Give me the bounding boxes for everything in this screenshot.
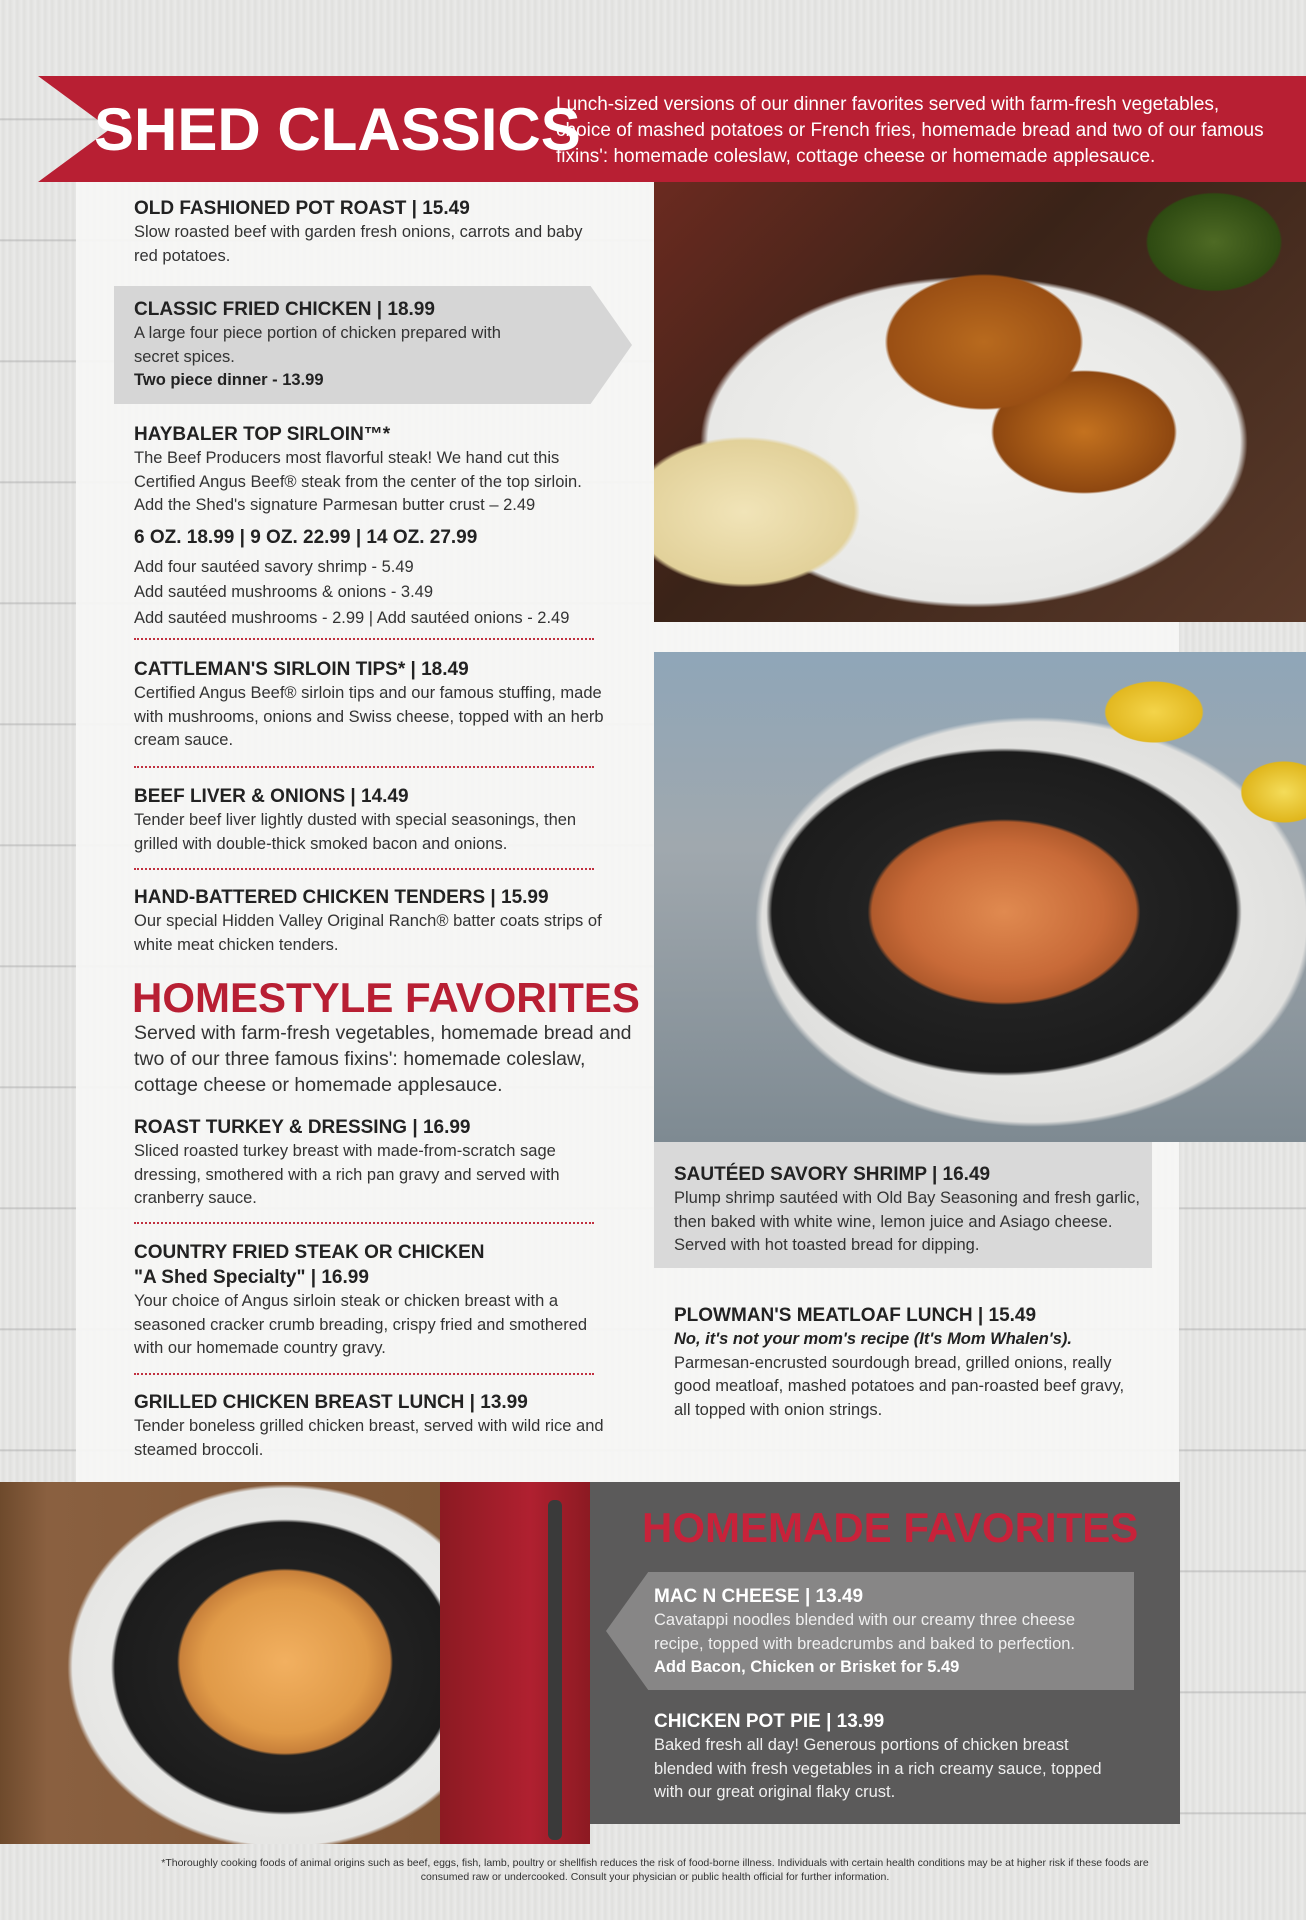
menu-item-beef-liver bbox=[134, 784, 614, 856]
menu-item-country-fried bbox=[134, 1240, 594, 1361]
menu-item-sirloin-tips bbox=[134, 657, 604, 753]
item-description: Tender boneless grilled chicken breast, served with wild rice and steamed broccoli. bbox=[134, 1417, 604, 1459]
item-title: CLASSIC FRIED CHICKEN | 18.99 bbox=[134, 299, 435, 320]
item-extra: Two piece dinner - 13.99 bbox=[134, 371, 324, 389]
page-title: SHED CLASSICS bbox=[94, 96, 581, 163]
item-title: GRILLED CHICKEN BREAST LUNCH | 13.99 bbox=[134, 1392, 528, 1413]
dotted-divider bbox=[134, 766, 594, 768]
section-title-homestyle: HOMESTYLE FAVORITES bbox=[132, 974, 640, 1021]
item-addon: Add four sautéed savory shrimp - 5.49 bbox=[134, 557, 414, 576]
item-description: Tender beef liver lightly dusted with special seasonings, then grilled with double-thick smoked bacon and onions. bbox=[134, 811, 577, 853]
item-description: Cavatappi noodles blended with our creamy three cheese recipe, topped with breadcrumbs and baked to perfection. bbox=[654, 1611, 1076, 1653]
item-description: Sliced roasted turkey breast with made-from-scratch sage dressing, smothered with a rich pan gravy and served with cranberry sauce. bbox=[134, 1142, 560, 1207]
item-title: CHICKEN POT PIE | 13.99 bbox=[654, 1711, 885, 1732]
item-title: COUNTRY FRIED STEAK OR CHICKEN bbox=[134, 1242, 485, 1263]
fork-icon bbox=[548, 1500, 562, 1840]
dotted-divider bbox=[134, 638, 594, 640]
menu-item-chicken-pot-pie bbox=[654, 1709, 1124, 1805]
item-description: The Beef Producers most flavorful steak! We hand cut this Certified Angus Beef® steak from the center of the top sirloin. Add the Shed's signature Parmesan butter crust – 2.49 bbox=[134, 449, 582, 514]
menu-item-roast-turkey bbox=[134, 1115, 594, 1211]
menu-item-sirloin bbox=[134, 422, 614, 630]
item-extra: Add Bacon, Chicken or Brisket for 5.49 bbox=[654, 1658, 960, 1676]
health-disclaimer: *Thoroughly cooking foods of animal origins such as beef, eggs, fish, lamb, poultry or shellfish reduces the risk of food-borne illness. Individuals with certain health conditions may be at higher risk if these foods are consumed raw or undercooked. Consult your physician or public health official for further information. bbox=[161, 1857, 1149, 1883]
item-description: Our special Hidden Valley Original Ranch® batter coats strips of white meat chicken tenders. bbox=[134, 912, 602, 954]
shrimp-skillet-photo bbox=[654, 652, 1306, 1142]
section-description-homestyle: Served with farm-fresh vegetables, homemade bread and two of our three famous fixins': homemade coleslaw, cottage cheese or homemade applesauce. bbox=[134, 1022, 632, 1096]
item-title: BEEF LIVER & ONIONS | 14.49 bbox=[134, 786, 409, 807]
dotted-divider bbox=[134, 868, 594, 870]
item-description: Plump shrimp sautéed with Old Bay Seasoning and fresh garlic, then baked with white wine, lemon juice and Asiago cheese. Served with hot toasted bread for dipping. bbox=[674, 1189, 1140, 1254]
dotted-divider bbox=[134, 1373, 594, 1375]
menu-item-meatloaf bbox=[674, 1303, 1134, 1422]
menu-item-fried-chicken bbox=[134, 297, 534, 393]
item-title: OLD FASHIONED POT ROAST | 15.49 bbox=[134, 198, 470, 219]
menu-item-mac-n-cheese bbox=[654, 1584, 1124, 1680]
item-title: MAC N CHEESE | 13.49 bbox=[654, 1586, 864, 1607]
item-title: HAYBALER TOP SIRLOIN™* bbox=[134, 424, 391, 445]
item-description: Parmesan-encrusted sourdough bread, grilled onions, really good meatloaf, mashed potatoes and pan-roasted beef gravy, all topped with onion strings. bbox=[674, 1353, 1125, 1419]
item-description: Slow roasted beef with garden fresh onions, carrots and baby red potatoes. bbox=[134, 223, 583, 265]
item-description: A large four piece portion of chicken prepared with secret spices. bbox=[134, 324, 501, 366]
item-description: Your choice of Angus sirloin steak or chicken breast with a seasoned cracker crumb breading, crispy fried and smothered with our homemade country gravy. bbox=[134, 1292, 588, 1357]
fried-chicken-photo bbox=[654, 182, 1306, 622]
item-addon: Add sautéed mushrooms - 2.99 | Add sautéed onions - 2.49 bbox=[134, 608, 570, 627]
item-description: Certified Angus Beef® sirloin tips and our famous stuffing, made with mushrooms, onions and Swiss cheese, topped with an herb cream sauce. bbox=[134, 684, 604, 749]
item-title: HAND-BATTERED CHICKEN TENDERS | 15.99 bbox=[134, 887, 549, 908]
item-title: SAUTÉED SAVORY SHRIMP | 16.49 bbox=[674, 1164, 991, 1185]
menu-item-savory-shrimp bbox=[674, 1162, 1144, 1258]
menu-item-grilled-chicken bbox=[134, 1390, 604, 1462]
item-addon: Add sautéed mushrooms & onions - 3.49 bbox=[134, 583, 434, 601]
item-title: PLOWMAN'S MEATLOAF LUNCH | 15.49 bbox=[674, 1305, 1037, 1326]
napkin-image bbox=[440, 1482, 590, 1844]
section-title-homemade: HOMEMADE FAVORITES bbox=[642, 1504, 1139, 1551]
item-tagline: No, it's not your mom's recipe (It's Mom Whalen's). bbox=[674, 1330, 1072, 1348]
item-title: CATTLEMAN'S SIRLOIN TIPS* | 18.49 bbox=[134, 659, 469, 680]
item-subtitle: "A Shed Specialty" | 16.99 bbox=[134, 1267, 369, 1288]
menu-item-chicken-tenders bbox=[134, 885, 604, 957]
item-sizes: 6 OZ. 18.99 | 9 OZ. 22.99 | 14 OZ. 27.99 bbox=[134, 526, 478, 548]
menu-item-pot-roast bbox=[134, 196, 604, 268]
dotted-divider bbox=[134, 1222, 594, 1224]
item-title: ROAST TURKEY & DRESSING | 16.99 bbox=[134, 1117, 471, 1138]
banner-description: Lunch-sized versions of our dinner favorites served with farm-fresh vegetables, choice of mashed potatoes or French fries, homemade bread and two of our famous fixins': homemade coleslaw, cottage cheese or homemade applesauce. bbox=[556, 94, 1264, 167]
item-description: Baked fresh all day! Generous portions of chicken breast blended with fresh vegetables in a rich creamy sauce, topped with our great original flaky crust. bbox=[654, 1736, 1102, 1801]
